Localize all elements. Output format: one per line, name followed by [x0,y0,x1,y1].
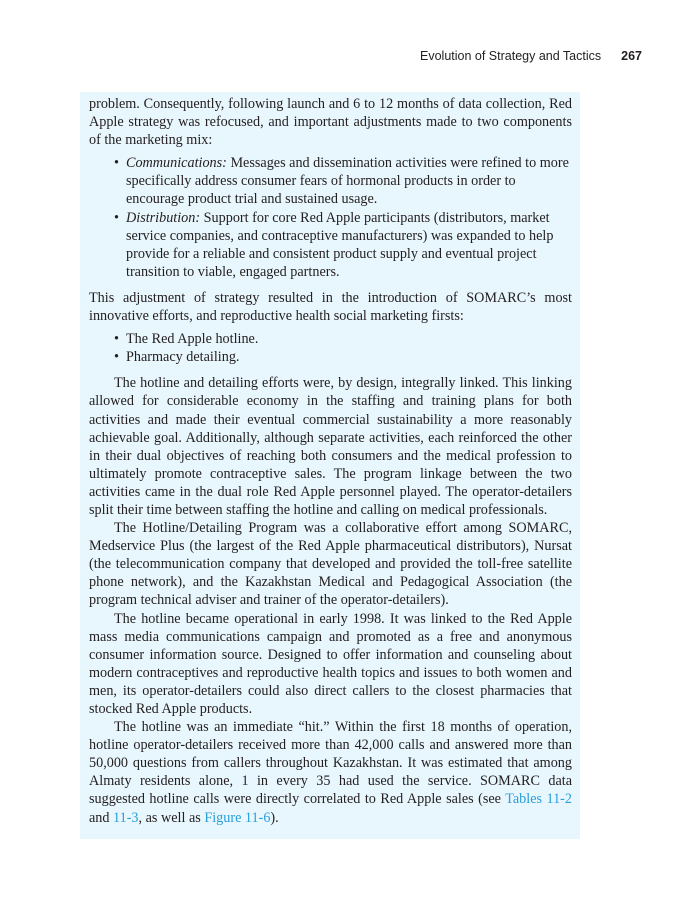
body-text [89,95,572,827]
paragraph-program: The Hotline/Detailing Program was a collaborative effort among SOMARC, Medservice Plus (the largest of the Red Apple pharmaceutical distributors), Nursat (the telecommunication company that developed and provided the toll-free satellite phone network), and the Kazakhstan Medical and Pedagogical Association (the program technical adviser and trainer of the operator-detailers). [89,520,572,609]
link-figure-11-6[interactable]: Figure 11-6 [204,809,271,826]
paragraph-adjustment: This adjustment of strategy resulted in the introduction of SOMARC’s most innovative efforts, and reproductive health social marketing firsts: [89,289,572,325]
bullet-text: Messages and dissemination activities were refined to more specifically address consumer fears of hormonal products in order to encourage product trial and sustained usage. [126,155,569,208]
paragraph-results: The hotline was an immediate “hit.” Within the first 18 months of operation, hotline operator-detailers received more than 42,000 calls and answered more than 50,000 questions from callers throughout Kazakhstan. It was estimated that among Almaty residents alone, 1 in every 35 had used the service. SOMARC data suggested hotline calls were directly correlated to Red Apple sales (see Tables 11-2 and 11-3, as well as Figure 11-6). [89,719,572,826]
bullet-pharmacy-detailing: • Pharmacy detailing. [114,349,240,366]
page-number: 267 [621,49,642,63]
bullet-distribution: • Distribution: Support for core Red Apple participants (distributors, market service companies, and contraceptive manufacturers) was expanded to help provide for a reliable and consistent product supply and eventual project transition to viable, engaged partners. [114,209,554,280]
bullet-communications: • Communications: Messages and dissemination activities were refined to more specifically address consumer fears of hormonal products in order to encourage product trial and sustained usage. [114,155,569,208]
running-head [420,49,642,63]
link-table-11-3[interactable]: 11-3 [113,809,139,826]
section-title: Evolution of Strategy and Tactics [420,49,602,63]
paragraph-intro: problem. Consequently, following launch and 6 to 12 months of data collection, Red Apple strategy was refocused, and important adjustments made to two components of the marketing mix: [89,96,572,149]
bullet-text: Support for core Red Apple participants (distributors, market service companies, and contraceptive manufacturers) was expanded to help provide for a reliable and consistent product supply and eventual project transition to viable, engaged partners. [126,209,554,280]
bullet-term: Distribution: [126,209,201,226]
link-tables-11-2[interactable]: Tables 11-2 [505,791,572,808]
bullet-hotline: • The Red Apple hotline. [114,331,259,348]
paragraph-linkage: The hotline and detailing efforts were, by design, integrally linked. This linking allowed for considerable economy in the staffing and training plans for both activities and made their eventual commercial sustainability a more reasonably achievable goal. Additionally, although separate activities, each reinforced the other in their dual objectives of reaching both consumers and the medical profession to ultimately promote contraceptive sales. The program linkage between the two activities came in the dual role Red Apple personnel played. The operator-detailers split their time between staffing the hotline and calling on medical professionals. [89,375,572,518]
bullet-list-firsts [89,330,572,366]
bullet-term: Communications: [126,155,227,172]
bullet-list-marketing-mix [89,154,572,281]
paragraph-operational: The hotline became operational in early 1998. It was linked to the Red Apple mass media communications campaign and promoted as a free and anonymous consumer information source. Designed to offer information and counseling about modern contraceptives and reproductive health topics and issues to both women and men, its operator-detailers could also direct callers to the closest pharmacies that stocked Red Apple products. [89,610,572,717]
